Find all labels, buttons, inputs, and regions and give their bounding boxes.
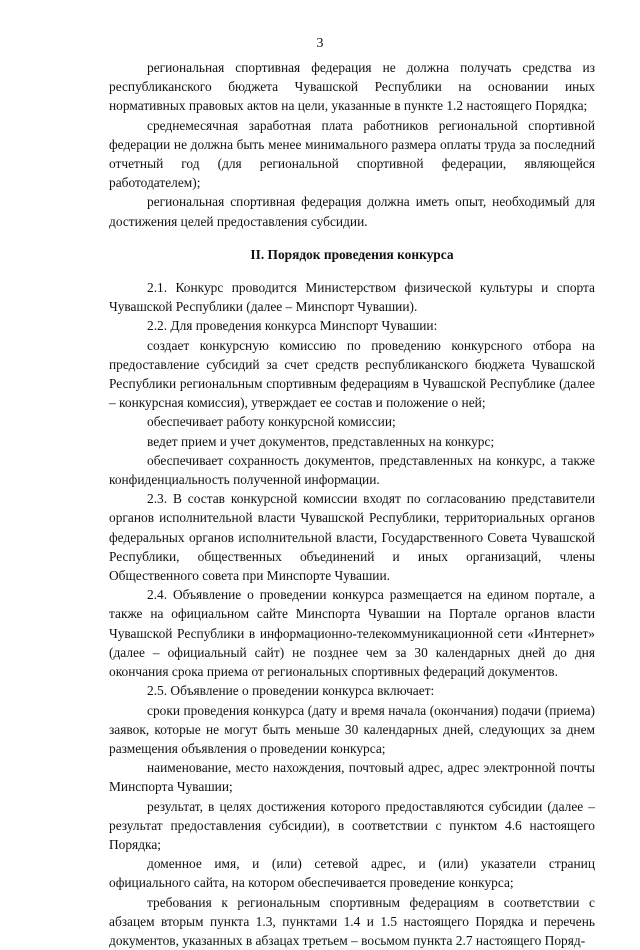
section-heading: II. Порядок проведения конкурса xyxy=(250,246,454,262)
paragraph: среднемесячная заработная плата работников региональной спортивной федерации не должна быть менее минимального размера оплаты труда за последний отчетный год (для региональной спортивной федерации, являющейся работодателем); xyxy=(109,117,595,191)
paragraph: требования к региональным спортивным федерациям в соответствии с абзацем вторым пункта 1.3, пунктами 1.4 и 1.5 настоящего Порядка и перечень документов, указанных в абзацах третьем – восьмом пункта 2.7 настоящего Поряд- xyxy=(109,894,595,948)
paragraph: обеспечивает сохранность документов, представленных на конкурс, а также конфиденциальность полученной информации. xyxy=(109,452,595,488)
paragraph: наименование, место нахождения, почтовый адрес, адрес электронной почты Минспорта Чувашии; xyxy=(109,760,595,795)
paragraph: результат, в целях достижения которого предоставляются субсидии (далее – результат предоставления субсидии), в соответствии с пунктом 4.6 настоящего Порядка; xyxy=(109,798,595,852)
paragraph: сроки проведения конкурса (дату и время начала (окончания) подачи (приема) заявок, которые не могут быть меньше 30 календарных дней, следующих за днем размещения объявления о проведении конкурса; xyxy=(109,702,595,756)
paragraph: ведет прием и учет документов, представленных на конкурс; xyxy=(147,433,495,449)
paragraph: 2.5. Объявление о проведении конкурса включает: xyxy=(147,683,435,699)
paragraph: 2.3. В состав конкурсной комиссии входят по согласованию представители органов исполнительной власти Чувашской Республики, территориальных органов федеральных органов исполнительной власти, Государственного Совета Чувашской Республики, общественных объединений и иных организаций, члены Общественного совета при Минспорте Чувашии. xyxy=(109,491,595,584)
document-body xyxy=(109,58,595,950)
paragraph: региональная спортивная федерация должна иметь опыт, необходимый для достижения целей предоставления субсидии. xyxy=(109,194,595,229)
paragraph: обеспечивает работу конкурсной комиссии; xyxy=(147,414,396,430)
page-number: 3 xyxy=(316,36,324,51)
paragraph: 2.4. Объявление о проведении конкурса размещается на едином портале, а также на официальном сайте Минспорта Чувашии на Портале органов власти Чувашской Республики в информационно-телекоммуникационной сети «Интернет» (далее – официальный сайт) не позднее чем за 30 календарных дней до дня окончания срока приема от региональных спортивных федераций документов. xyxy=(109,587,595,680)
paragraph: региональная спортивная федерация не должна получать средства из республиканского бюджета Чувашской Республики на основании иных нормативных правовых актов на цели, указанные в пункте 1.2 настоящего Порядка; xyxy=(109,60,595,114)
paragraph: доменное имя, и (или) сетевой адрес, и (или) указатели страниц официального сайта, на котором обеспечивается проведение конкурса; xyxy=(109,856,595,891)
paragraph: 2.1. Конкурс проводится Министерством физической культуры и спорта Чувашской Республики (далее – Минспорт Чувашии). xyxy=(109,280,595,315)
paragraph: создает конкурсную комиссию по проведению конкурсного отбора на предоставление субсидий за счет средств республиканского бюджета Чувашской Республики региональным спортивным федерациям в Чувашской Республике (далее – конкурсная комиссия), утверждает ее состав и положение о ней; xyxy=(109,337,595,411)
paragraph: 2.2. Для проведения конкурса Минспорт Чувашии: xyxy=(147,318,438,334)
